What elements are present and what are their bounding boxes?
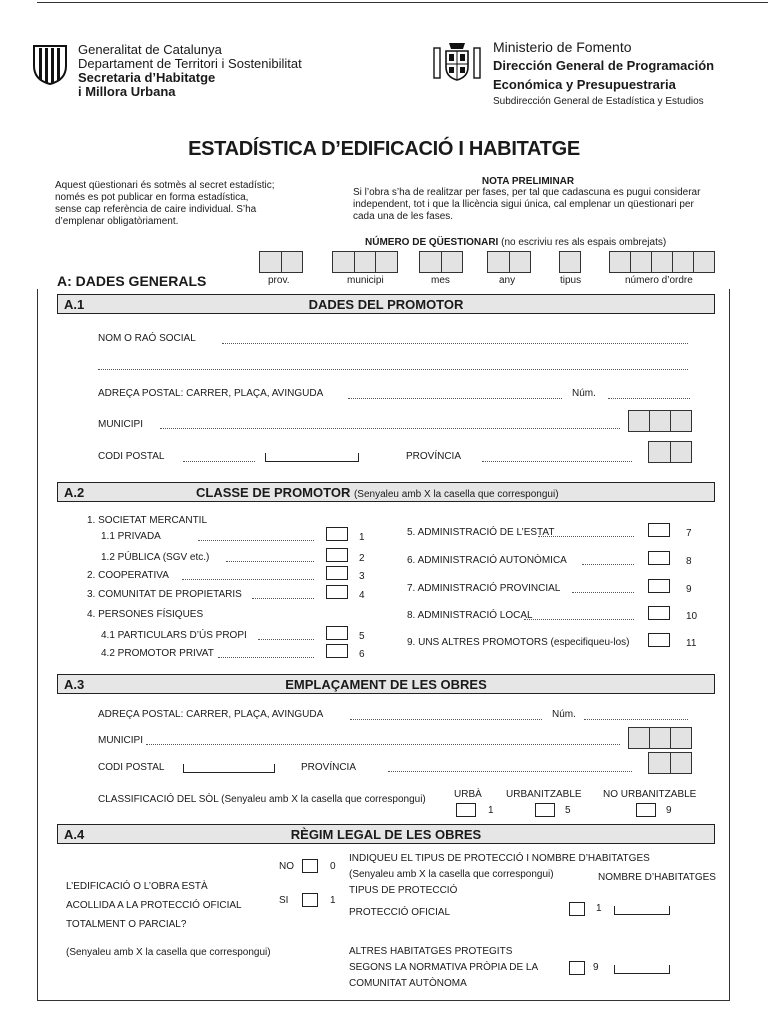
left-option-label: 1.1 PRIVADA bbox=[101, 531, 161, 542]
right-option-label: 6. ADMINISTRACIÓ AUTONÒMICA bbox=[407, 555, 567, 566]
a4-note: (Senyaleu amb X la casella que correspongui) bbox=[66, 947, 271, 958]
a3-provincia-code-boxes bbox=[648, 752, 692, 774]
left-option-num: 5 bbox=[359, 631, 365, 642]
left-option-num: 3 bbox=[359, 571, 365, 582]
left-option-checkbox[interactable] bbox=[326, 548, 348, 562]
municipi-label: MUNICIPI bbox=[98, 419, 143, 430]
left-option-label: 4.1 PARTICULARS D’ÚS PROPI bbox=[101, 630, 247, 641]
a3-provincia-label: PROVÍNCIA bbox=[301, 762, 357, 773]
right-option-leader bbox=[572, 592, 634, 593]
qnum-label-prov: prov. bbox=[268, 275, 290, 286]
form-title: ESTADÍSTICA D’EDIFICACIÓ I HABITATGE bbox=[188, 138, 580, 160]
section-a1-header: A.1 DADES DEL PROMOTOR bbox=[57, 294, 715, 314]
left-option-num: 6 bbox=[359, 649, 365, 660]
protection-question: L’EDIFICACIÓ O L’OBRA ESTÀ ACOLLIDA A LA PROTECCIÓ OFICIAL TOTALMENT O PARCIAL? bbox=[66, 881, 242, 930]
right-option-num: 8 bbox=[686, 556, 692, 567]
qnum-prov-boxes bbox=[259, 251, 303, 273]
left-option-label: 2. COOPERATIVA bbox=[87, 570, 169, 581]
sol-urbanitzable-num: 5 bbox=[565, 805, 571, 816]
left-option-checkbox[interactable] bbox=[326, 626, 348, 640]
provincia-code-boxes bbox=[648, 441, 692, 463]
nom-label: NOM O RAÓ SOCIAL bbox=[98, 333, 196, 344]
indiqueu-label: INDIQUEU EL TIPUS DE PROTECCIÓ I NOMBRE D’HABITATGES bbox=[349, 853, 650, 864]
left-option-leader bbox=[182, 579, 314, 580]
right-option-leader bbox=[538, 536, 634, 537]
left-option-label: 4.2 PROMOTOR PRIVAT bbox=[101, 648, 214, 659]
qnum-tipus-box bbox=[559, 251, 581, 273]
questionnaire-number-label: NÚMERO DE QÜESTIONARI (no escriviu res als espais ombrejats) bbox=[365, 237, 667, 248]
section-a-title: A: DADES GENERALS bbox=[57, 273, 207, 289]
sol-urbanitzable-label: URBANITZABLE bbox=[506, 789, 582, 800]
municipi-code-boxes bbox=[628, 410, 692, 432]
left-option-checkbox[interactable] bbox=[326, 566, 348, 580]
right-option-label: 7. ADMINISTRACIÓ PROVINCIAL bbox=[407, 583, 561, 594]
left-option-leader bbox=[198, 540, 314, 541]
a3-municipi-field[interactable] bbox=[146, 744, 620, 745]
sol-urba-num: 1 bbox=[488, 805, 494, 816]
qnum-any-boxes bbox=[487, 251, 531, 273]
a3-municipi-code-boxes bbox=[628, 727, 692, 749]
left-option-checkbox[interactable] bbox=[326, 585, 348, 599]
a3-adreca-label: ADREÇA POSTAL: CARRER, PLAÇA, AVINGUDA bbox=[98, 709, 324, 720]
right-option-label: 8. ADMINISTRACIÓ LOCAL bbox=[407, 610, 533, 621]
left-option-leader bbox=[258, 639, 314, 640]
generalitat-text: Generalitat de Catalunya Departament de Territori i Sostenibilitat Secretaria d’Habitatge i Millora Urbana bbox=[78, 42, 302, 99]
nota-title: NOTA PRELIMINAR bbox=[481, 176, 575, 187]
adreca-field[interactable] bbox=[348, 398, 562, 399]
sol-urba-checkbox[interactable] bbox=[456, 803, 476, 817]
proteccio-oficial-num: 1 bbox=[596, 903, 602, 914]
ministerio-text: Ministerio de Fomento Dirección General de Programación Económica y Presupuestraria Subdirección General de Estadística y Estudios bbox=[493, 39, 715, 107]
a3-codi-postal-label: CODI POSTAL bbox=[98, 762, 165, 773]
indiqueu-note: (Senyaleu amb X la casella que correspongui) bbox=[349, 869, 554, 880]
proteccio-oficial-count[interactable] bbox=[614, 904, 670, 915]
left-option-leader bbox=[218, 657, 314, 658]
si-num: 1 bbox=[330, 895, 336, 906]
num-label: Núm. bbox=[572, 388, 596, 399]
nom-field-line2[interactable] bbox=[98, 369, 688, 370]
societat-mercantil-heading: 1. SOCIETAT MERCANTIL bbox=[87, 515, 208, 526]
left-option-leader bbox=[252, 598, 314, 599]
proteccio-oficial-label: PROTECCIÓ OFICIAL bbox=[349, 907, 451, 918]
generalitat-logo bbox=[30, 42, 70, 86]
municipi-field[interactable] bbox=[160, 428, 620, 429]
right-option-num: 7 bbox=[686, 528, 692, 539]
sol-urba-label: URBÀ bbox=[454, 789, 482, 800]
si-label: SI bbox=[279, 895, 289, 906]
a3-num-field[interactable] bbox=[584, 719, 688, 720]
left-option-label: 1.2 PÚBLICA (SGV etc.) bbox=[101, 552, 210, 563]
no-num: 0 bbox=[330, 861, 336, 872]
a3-municipi-label: MUNICIPI bbox=[98, 735, 143, 746]
num-field[interactable] bbox=[608, 398, 690, 399]
tipus-proteccio-label: TIPUS DE PROTECCIÓ bbox=[349, 885, 458, 896]
right-option-num: 9 bbox=[686, 584, 692, 595]
left-option-checkbox[interactable] bbox=[326, 644, 348, 658]
adreca-label: ADREÇA POSTAL: CARRER, PLAÇA, AVINGUDA bbox=[98, 388, 324, 399]
provincia-label: PROVÍNCIA bbox=[406, 451, 462, 462]
right-option-checkbox[interactable] bbox=[648, 523, 670, 537]
qnum-mes-boxes bbox=[419, 251, 463, 273]
altres-habitatges-count[interactable] bbox=[614, 963, 670, 974]
right-option-checkbox[interactable] bbox=[648, 633, 670, 647]
sol-urbanitzable-checkbox[interactable] bbox=[535, 803, 555, 817]
altres-habitatges-label: ALTRES HABITATGES PROTEGITS SEGONS LA NORMATIVA PRÒPIA DE LA COMUNITAT AUTÒNOMA bbox=[349, 946, 539, 989]
right-option-label: 9. UNS ALTRES PROMOTORS (especifiqueu-los) bbox=[407, 637, 630, 648]
left-option-num: 1 bbox=[359, 532, 365, 543]
a3-num-label: Núm. bbox=[552, 709, 576, 720]
nombre-habitatges-label: NOMBRE D’HABITATGES bbox=[598, 872, 716, 883]
qnum-label-municipi: municipi bbox=[347, 275, 384, 286]
provincia-field[interactable] bbox=[482, 461, 632, 462]
right-option-leader bbox=[524, 619, 634, 620]
altres-habitatges-num: 9 bbox=[593, 962, 599, 973]
left-option-leader bbox=[226, 561, 314, 562]
sol-no-urbanitzable-label: NO URBANITZABLE bbox=[603, 789, 697, 800]
left-option-checkbox[interactable] bbox=[326, 527, 348, 541]
right-option-checkbox[interactable] bbox=[648, 551, 670, 565]
codi-postal-label: CODI POSTAL bbox=[98, 451, 165, 462]
sol-no-urbanitzable-num: 9 bbox=[666, 805, 672, 816]
left-option-label: 3. COMUNITAT DE PROPIETARIS bbox=[87, 589, 242, 600]
qnum-label-ordre: número d’ordre bbox=[625, 275, 693, 286]
qnum-label-any: any bbox=[499, 275, 516, 286]
spain-shield-icon bbox=[432, 40, 482, 82]
altres-habitatges-checkbox[interactable] bbox=[569, 961, 585, 975]
right-option-num: 10 bbox=[686, 611, 698, 622]
qnum-municipi-boxes bbox=[332, 251, 398, 273]
nom-field[interactable] bbox=[222, 343, 688, 344]
right-option-leader bbox=[582, 564, 634, 565]
secret-text: Aquest qüestionari és sotmès al secret estadístic; només es pot publicar en forma estadística, sense cap referència de caire individual. S’ha d’emplenar obligatòriament. bbox=[55, 180, 275, 227]
nota-text: Si l’obra s’ha de realitzar per fases, per tal que cadascuna es pugui considerar independent, tot i que la llicència sigui única, cal emplenar un qüestionari per cada una de les fases. bbox=[353, 187, 701, 222]
sol-no-urbanitzable-checkbox[interactable] bbox=[636, 803, 656, 817]
section-a3-header: A.3 EMPLAÇAMENT DE LES OBRES bbox=[57, 674, 715, 694]
a3-adreca-field[interactable] bbox=[350, 719, 542, 720]
no-label: NO bbox=[279, 861, 294, 872]
left-option-num: 2 bbox=[359, 553, 365, 564]
section-a4-header: A.4 RÈGIM LEGAL DE LES OBRES bbox=[57, 824, 715, 844]
persones-fisiques-heading: 4. PERSONES FÍSIQUES bbox=[87, 609, 204, 620]
right-option-checkbox[interactable] bbox=[648, 606, 670, 620]
proteccio-oficial-checkbox[interactable] bbox=[569, 902, 585, 916]
qnum-ordre-boxes bbox=[609, 251, 715, 273]
left-option-num: 4 bbox=[359, 590, 365, 601]
top-rule bbox=[37, 2, 768, 3]
si-checkbox[interactable] bbox=[302, 893, 318, 907]
no-checkbox[interactable] bbox=[302, 859, 318, 873]
right-option-num: 11 bbox=[686, 638, 697, 649]
qnum-label-mes: mes bbox=[431, 275, 450, 286]
right-option-checkbox[interactable] bbox=[648, 579, 670, 593]
codi-postal-dots bbox=[183, 461, 255, 462]
section-a2-header: A.2 CLASSE DE PROMOTOR (Senyaleu amb X la casella que correspongui) bbox=[57, 482, 715, 502]
codi-postal-field[interactable] bbox=[265, 451, 359, 462]
right-option-label: 5. ADMINISTRACIÓ DE L’ESTAT bbox=[407, 527, 555, 538]
a3-codi-postal-field[interactable] bbox=[183, 762, 275, 773]
a3-provincia-field[interactable] bbox=[388, 771, 632, 772]
classificacio-label: CLASSIFICACIÓ DEL SÒL (Senyaleu amb X la casella que correspongui) bbox=[98, 794, 426, 805]
qnum-label-tipus: tipus bbox=[560, 275, 582, 286]
